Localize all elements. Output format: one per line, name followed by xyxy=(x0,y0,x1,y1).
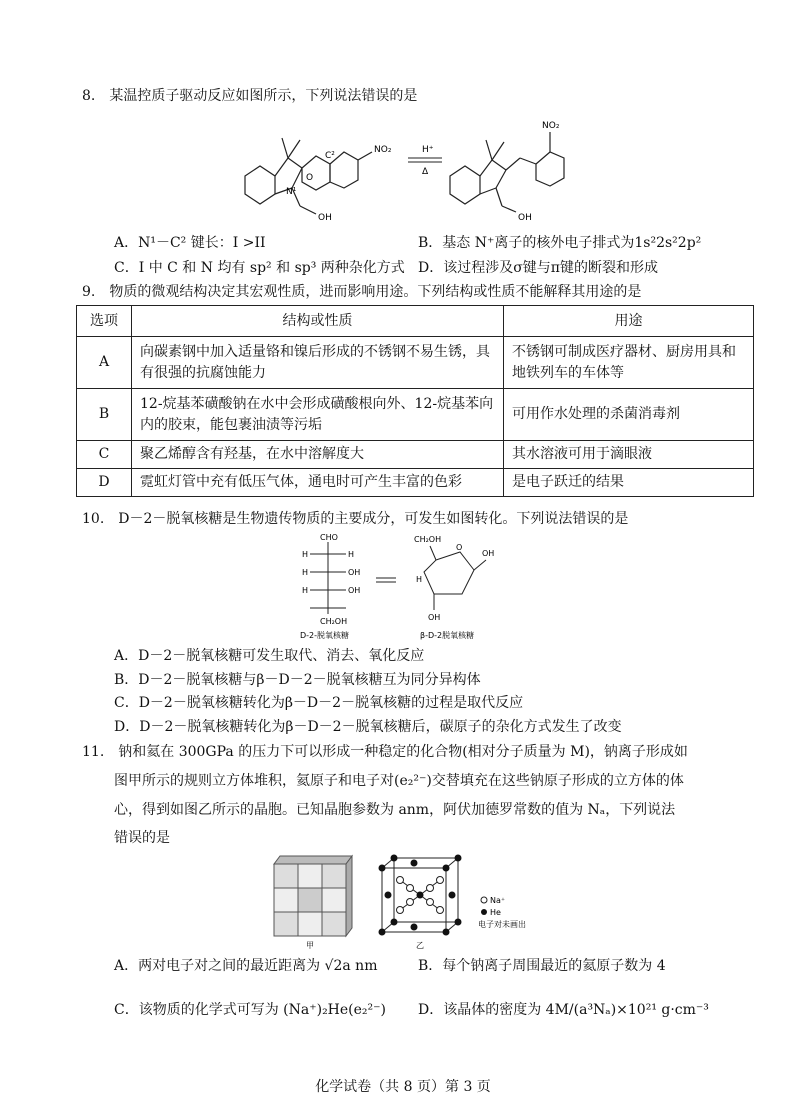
row-property: 霓虹灯管中充有低压气体，通电时可产生丰富的色彩 xyxy=(132,469,504,497)
q10-sugar-figure xyxy=(296,530,506,640)
svg-text:OH: OH xyxy=(348,568,361,577)
q8-reaction-figure xyxy=(230,108,610,228)
table-row xyxy=(77,389,754,441)
legend-he: He xyxy=(490,908,501,917)
fischer-projection xyxy=(310,542,346,614)
label-yi: 乙 xyxy=(416,941,424,950)
haworth-ring xyxy=(424,546,486,610)
legend-he-icon xyxy=(481,909,487,915)
q11-stem-line4: 错误的是 xyxy=(114,830,170,846)
row-property: 12-烷基苯磺酸钠在水中会形成磺酸根向外、12-烷基苯向内的胶束，能包裹油渍等污垢 xyxy=(132,389,504,441)
table-header-row xyxy=(77,306,754,337)
q10-stem: 10. D－2－脱氧核糖是生物遗传物质的主要成分，可发生如图转化。下列说法错误的是 xyxy=(82,511,629,527)
row-property: 聚乙烯醇含有羟基，在水中溶解度大 xyxy=(132,441,504,469)
label-jia: 甲 xyxy=(306,941,314,950)
q9-stem: 9. 物质的微观结构决定其宏观性质，进而影响用途。下列结构或性质不能解释其用途的是 xyxy=(82,284,642,300)
q8-option-d[interactable]: D．该过程涉及σ键与π键的断裂和形成 xyxy=(418,260,658,276)
row-option: D xyxy=(77,469,132,497)
legend-electron: 电子对未画出 xyxy=(478,920,526,929)
svg-text:OH: OH xyxy=(348,586,361,595)
svg-text:OH: OH xyxy=(318,213,332,223)
svg-text:O: O xyxy=(306,173,314,183)
svg-text:H: H xyxy=(416,575,423,584)
q9-table xyxy=(76,305,754,497)
svg-text:CH₂OH: CH₂OH xyxy=(414,535,442,544)
q10-option-b[interactable]: B．D－2－脱氧核糖与β－D－2－脱氧核糖互为同分异构体 xyxy=(114,672,481,688)
row-option: B xyxy=(77,389,132,441)
label-beta-d2-deoxyribose: β-D-2脱氧核糖 xyxy=(420,631,475,640)
svg-text:CHO: CHO xyxy=(320,533,338,542)
q10-option-c[interactable]: C．D－2－脱氧核糖转化为β－D－2－脱氧核糖的过程是取代反应 xyxy=(114,695,524,711)
header-use: 用途 xyxy=(504,306,754,337)
row-option: C xyxy=(77,441,132,469)
q10-option-d[interactable]: D．D－2－脱氧核糖转化为β－D－2－脱氧核糖后，碳原子的杂化方式发生了改变 xyxy=(114,719,622,735)
table-row xyxy=(77,337,754,389)
row-use: 是电子跃迁的结果 xyxy=(504,469,754,497)
q11-option-b[interactable]: B．每个钠离子周围最近的氦原子数为 4 xyxy=(418,958,666,974)
svg-text:H: H xyxy=(302,550,309,559)
label-d2-deoxyribose: D-2-脱氧核糖 xyxy=(300,631,350,640)
q8-stem: 8. 某温控质子驱动反应如图所示，下列说法错误的是 xyxy=(82,88,418,104)
q8-option-a[interactable]: A．N¹－C² 键长：I >II xyxy=(114,235,266,251)
q11-option-a[interactable]: A．两对电子对之间的最近距离为 √2a nm xyxy=(114,958,378,974)
svg-text:OH: OH xyxy=(428,613,441,622)
row-option: A xyxy=(77,337,132,389)
q11-stem-line1: 11. 钠和氦在 300GPa 的压力下可以形成一种稳定的化合物(相对分子质量为 M)，钠离子形成如 xyxy=(82,744,688,760)
svg-text:H: H xyxy=(348,550,355,559)
row-property: 向碳素钢中加入适量铬和镍后形成的不锈钢不易生锈，具有很强的抗腐蚀能力 xyxy=(132,337,504,389)
q11-option-d[interactable]: D．该晶体的密度为 4M/(a³Nₐ)×10²¹ g·cm⁻³ xyxy=(418,1002,709,1018)
svg-text:O: O xyxy=(456,543,463,552)
legend-na: Na⁺ xyxy=(490,896,506,905)
table-row xyxy=(77,441,754,469)
svg-text:C²: C² xyxy=(325,151,335,161)
table-row xyxy=(77,469,754,497)
q11-option-c[interactable]: C．该物质的化学式可写为 (Na⁺)₂He(e₂²⁻) xyxy=(114,1002,387,1018)
row-use: 其水溶液可用于滴眼液 xyxy=(504,441,754,469)
molecule-II xyxy=(450,132,564,212)
q11-stem-line3: 心，得到如图乙所示的晶胞。已知晶胞参数为 anm，阿伏加德罗常数的值为 Nₐ，下列说法 xyxy=(114,802,676,818)
svg-text:N¹: N¹ xyxy=(286,187,297,197)
page-footer: 化学试卷（共 8 页）第 3 页 xyxy=(315,1079,491,1095)
svg-text:H: H xyxy=(302,586,309,595)
svg-text:OH: OH xyxy=(482,549,495,558)
svg-text:NO₂: NO₂ xyxy=(542,121,560,131)
svg-text:CH₂OH: CH₂OH xyxy=(320,617,348,626)
q11-crystal-figure xyxy=(270,850,560,950)
legend-na-icon xyxy=(481,897,487,903)
arrow-top: H⁺ xyxy=(422,145,434,155)
arrow-bottom: Δ xyxy=(422,167,429,177)
q8-option-c[interactable]: C．I 中 C 和 N 均有 sp² 和 sp³ 两种杂化方式 xyxy=(114,260,405,276)
svg-text:H: H xyxy=(302,568,309,577)
header-property: 结构或性质 xyxy=(132,306,504,337)
row-use: 不锈钢可制成医疗器材、厨房用具和地铁列车的车体等 xyxy=(504,337,754,389)
svg-text:NO₂: NO₂ xyxy=(374,145,392,155)
q10-option-a[interactable]: A．D－2－脱氧核糖可发生取代、消去、氧化反应 xyxy=(114,648,425,664)
q8-option-b[interactable]: B．基态 N⁺离子的核外电子排式为1s²2s²2p² xyxy=(418,235,702,251)
svg-text:OH: OH xyxy=(518,213,532,223)
header-option: 选项 xyxy=(77,306,132,337)
q11-stem-line2: 图甲所示的规则立方体堆积，氦原子和电子对(e₂²⁻)交替填充在这些钠原子形成的立方体的体 xyxy=(114,773,684,789)
cube-stack-jia xyxy=(274,856,352,936)
row-use: 可用作水处理的杀菌消毒剂 xyxy=(504,389,754,441)
